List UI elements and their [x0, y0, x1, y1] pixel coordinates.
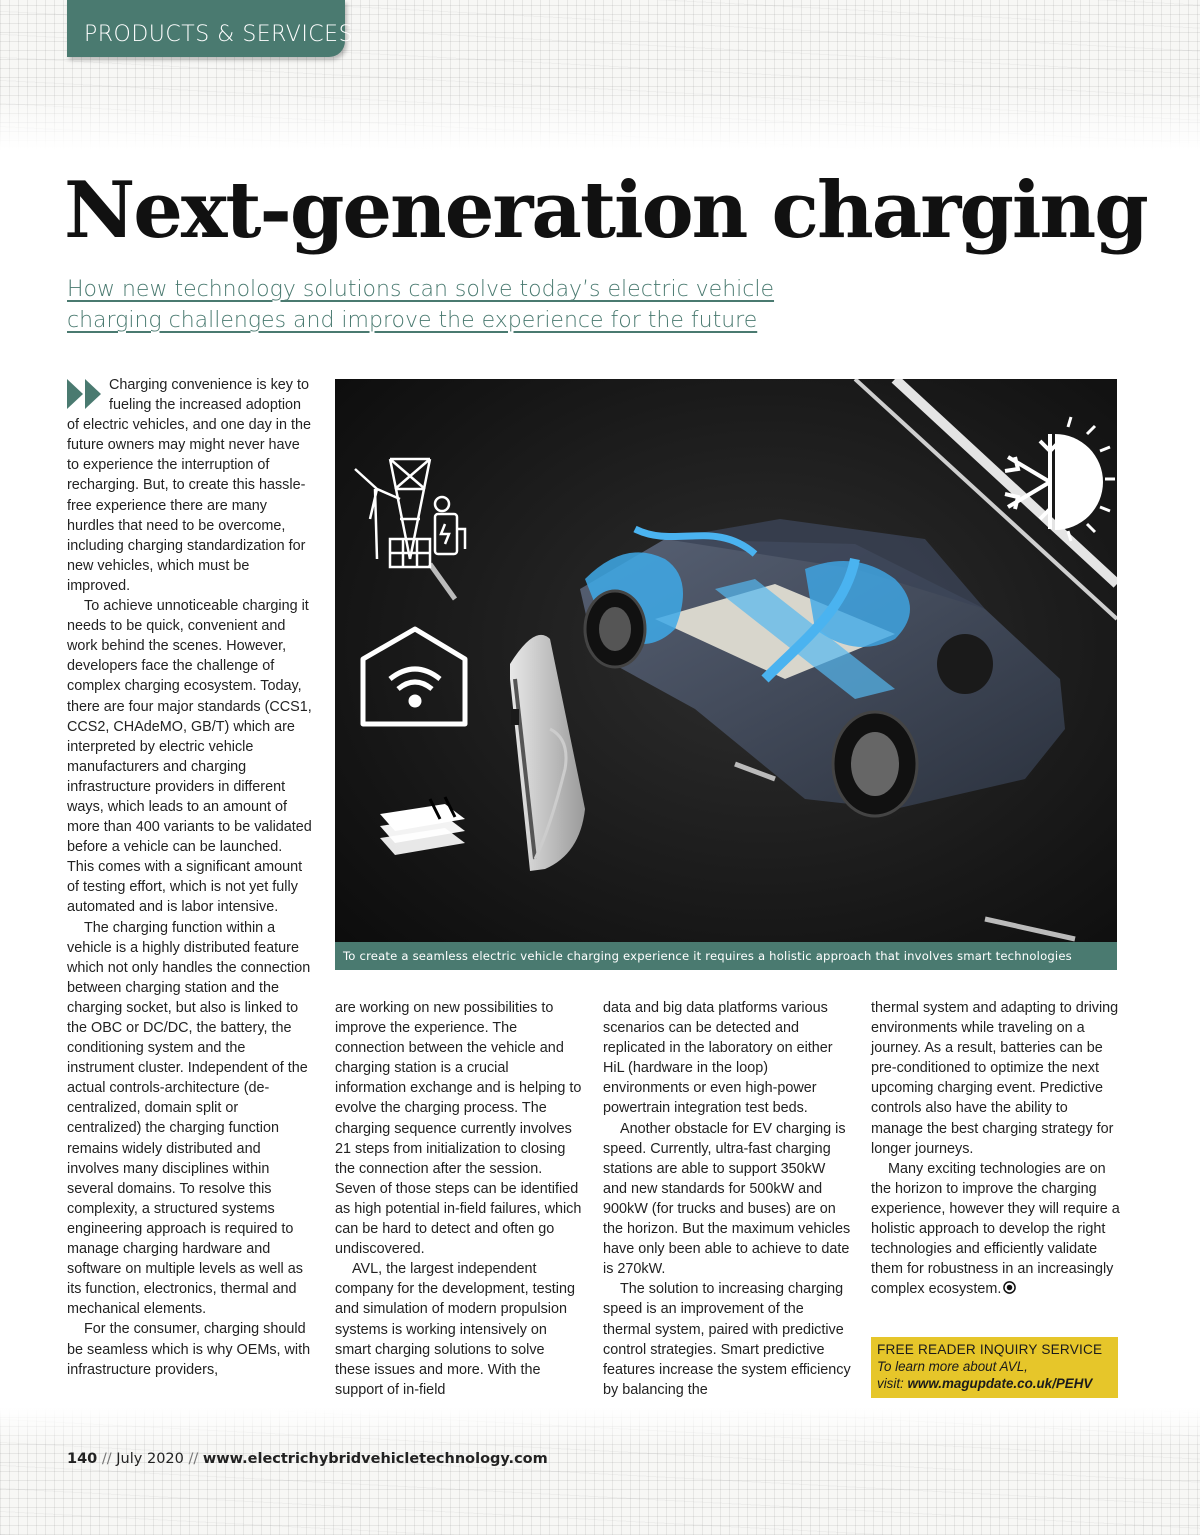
issue-date: July 2020 [116, 1451, 184, 1467]
col1-paragraph-3: The charging function within a vehicle is a highly distributed feature which not only handles the connection between charging station and the charging socket, but also is linked to the OBC or DC/DC, the battery, the conditioning system and the instrument cluster. Independent of the actual controls-architecture (de-centralized, domain split or centralized) the charging function remains widely distributed and involves many disciplines within several domains. To resolve this complexity, a structured systems engineering approach is required to manage charging hardware and software on multiple levels as well as its function, electronics, thermal and mechanical elements. [67, 919, 311, 1318]
smart-home-wifi-icon [363, 629, 465, 724]
page-footer [67, 1451, 548, 1467]
figure-caption: To create a seamless electric vehicle charging experience it requires a holistic approach that involves smart technologies [335, 942, 1117, 970]
col1-paragraph-2: To achieve unnoticeable charging it needs to be quick, convenient and work behind the scenes. However, developers face the challenge of complex charging ecosystem. Today, there are four major standards (CCS1, CCS2, CHAdeMO, GB/T) which are interpreted by electric vehicle manufacturers and charging infrastructure providers in different ways, which leads to an amount of more than 400 variants to be validated before a vehicle can be launched. This comes with a significant amount of testing effort, which is not yet fully automated and is labor intensive. [67, 598, 312, 916]
article-start-icon [67, 377, 105, 411]
data-stack-icon [380, 797, 465, 855]
col4-paragraph-2 [871, 1159, 1121, 1300]
footer-separator: // [183, 1451, 203, 1467]
article-column-4 [871, 998, 1121, 1299]
reader-inquiry-box [871, 1337, 1118, 1398]
section-tab: PRODUCTS & SERVICES [67, 0, 345, 57]
col3-paragraph-3: The solution to increasing charging speed is an improvement of the thermal system, paired with predictive control strategies. Smart predictive features increase the system efficiency by balancing the [603, 1281, 851, 1398]
article-column-3 [603, 998, 853, 1400]
article-end-icon [1003, 1281, 1016, 1294]
article-column-2 [335, 998, 583, 1400]
col4-paragraph-1: thermal system and adapting to driving environments while traveling on a journey. As a result, batteries can be pre-conditioned to optimize the next upcoming charging event. Predictive controls also have the ability to manage the best charging strategy for longer journeys. [871, 1000, 1119, 1157]
energy-grid-icon [355, 459, 465, 567]
inquiry-line-1: To learn more about AVL, [877, 1359, 1028, 1374]
footer-separator: // [97, 1451, 117, 1467]
col3-paragraph-1: data and big data platforms various scenarios can be detected and replicated in the laboratory on either HiL (hardware in the loop) environments or even high-power powertrain integration test beds. [603, 1000, 833, 1117]
col2-paragraph-2: AVL, the largest independent company for the development, testing and simulation of modern propulsion systems is working intensively on smart charging solutions to solve these issues and more. With the support of in-field [335, 1261, 575, 1398]
climate-snow-sun-icon [1005, 417, 1115, 541]
standfirst-line-1: How new technology solutions can solve today’s electric vehicle [67, 277, 775, 302]
background-grid-bottom [0, 1408, 1200, 1535]
article-standfirst [67, 274, 827, 336]
page-number: 140 [67, 1451, 98, 1467]
col2-paragraph-1: are working on new possibilities to improve the experience. The connection between the vehicle and charging station is a crucial information exchange and is helping to evolve the charging process. The charging sequence currently involves 21 steps from initialization to closing the connection after the session. Seven of those steps can be identified as high potential in-field failures, which can be hard to detect and often go undiscovered. [335, 1000, 582, 1258]
inquiry-title: FREE READER INQUIRY SERVICE [877, 1342, 1103, 1357]
inquiry-visit-label: visit: [877, 1376, 908, 1391]
inquiry-url-link[interactable]: www.magupdate.co.uk/PEHV [907, 1376, 1093, 1391]
footer-website-link[interactable]: www.electrichybridvehicletechnology.com [202, 1451, 548, 1467]
col1-paragraph-1: Charging convenience is key to fueling the increased adoption of electric vehicles, and one day in the future owners may might never have to experience the interruption of recharging. But, to create this hassle-free experience there are many hurdles that need to be overcome, including charging standardization for new vehicles, which must be improved. [67, 377, 311, 594]
col1-paragraph-4: For the consumer, charging should be seamless which is why OEMs, with infrastructure providers, [67, 1321, 311, 1378]
inquiry-line-2 [877, 1375, 1112, 1392]
standfirst-line-2: charging challenges and improve the experience for the future [67, 308, 758, 333]
article-column-1 [67, 375, 313, 1380]
article-figure [335, 379, 1117, 970]
article-headline: Next-generation charging [64, 165, 1147, 256]
figure-illustration [335, 379, 1117, 970]
col4-paragraph-2-text: Many exciting technologies are on the horizon to improve the charging experience, however they will require a holistic approach to develop the right technologies and efficiently validate them for robustness in an increasingly complex ecosystem. [871, 1160, 1120, 1298]
col3-paragraph-2: Another obstacle for EV charging is speed. Currently, ultra-fast charging stations are able to support 350kW and new standards for 500kW and 900kW (for trucks and buses) are on the horizon. But the maximum vehicles have only been able to achieve to date is 270kW. [603, 1120, 851, 1278]
